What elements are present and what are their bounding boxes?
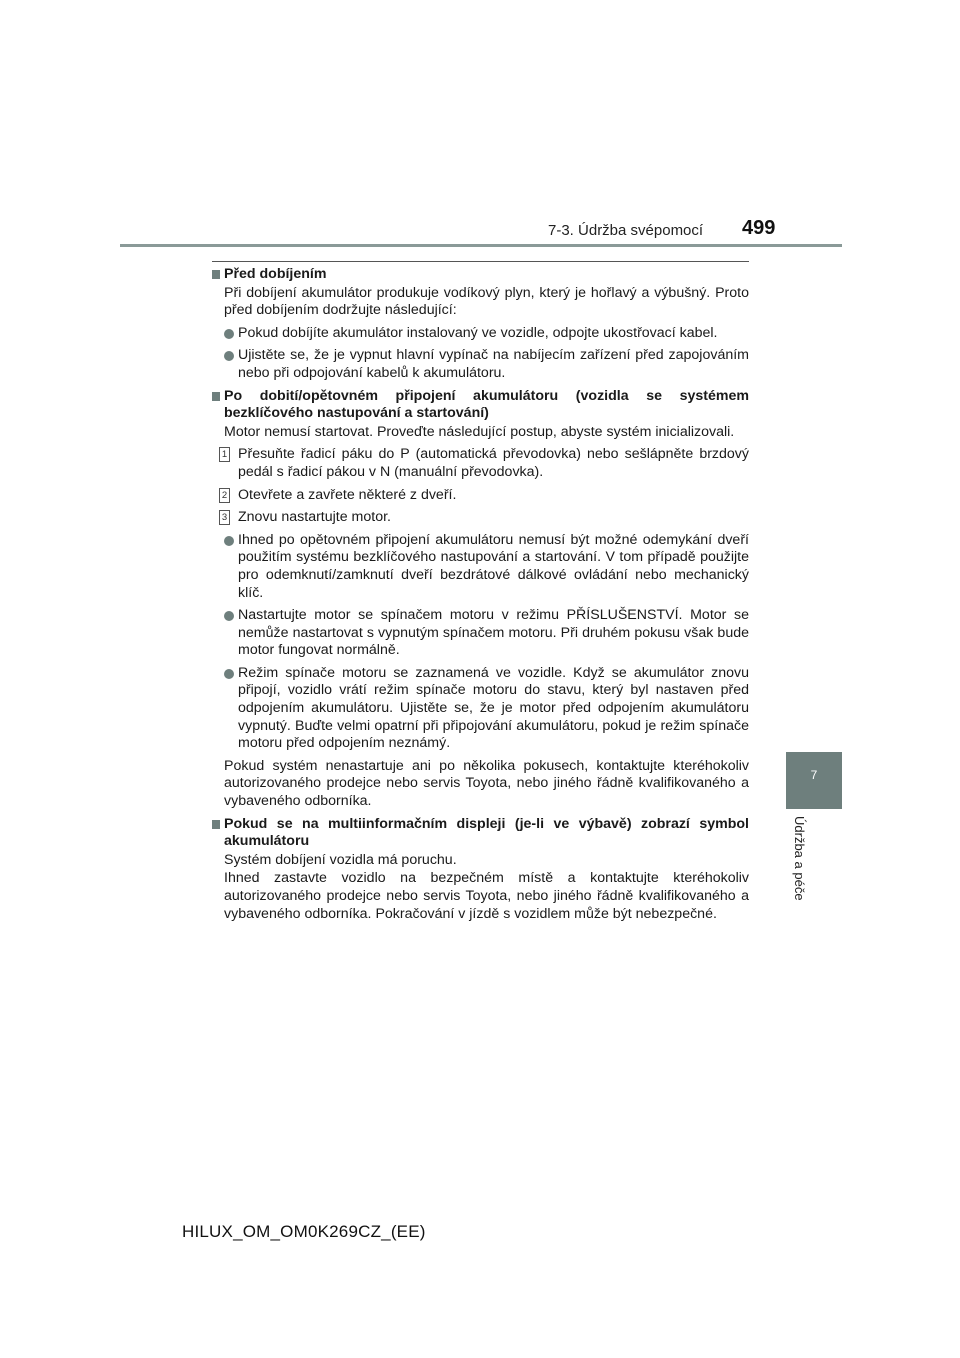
section-line: Systém dobíjení vozidla má poruchu. <box>224 851 457 868</box>
chapter-tab-label: Údržba a péče <box>792 816 807 901</box>
list-item <box>212 665 749 753</box>
page-number: 499 <box>742 217 776 239</box>
bullet-icon <box>224 669 234 679</box>
list-item-text: Ihned po opětovném připojení akumulátoru nemusí být možné odemykání dveří použitím systému bezklíčového nastupování a startování. V tom případě použijte pro odemknutí/zamknutí dveří bezdrátové dálkové ovládání nebo mechanický klíč. <box>238 531 749 601</box>
section-title-after-charging: Po dobití/opětovném připojení akumulátoru (vozidla se systémem bezklíčového nastupování a startování) <box>212 388 749 423</box>
step-item <box>212 446 749 481</box>
bullet-icon <box>224 329 234 339</box>
section-title-before-charging: Před dobíjením <box>212 266 749 284</box>
list-item <box>212 347 749 382</box>
list-item-text: Režim spínače motoru se zaznamená ve vozidle. Když se akumulátor znovu připojí, vozidlo vrátí režim spínače motoru do stavu, který byl nastaven před odpojením akumulátoru. Ujistěte se, že je motor před odpojením akumulátoru vypnutý. Buďte velmi opatrní při připojování akumulátoru, pokud je režim spínače motoru před odpojením neznámý. <box>238 664 749 752</box>
section-line: Ihned zastavte vozidlo na bezpečném místě a kontaktujte kteréhokoliv autorizovaného prodejce nebo servis Toyota, nebo jiného řádně kvalifikovaného a vybaveného odborníka. Pokračování v jízdě s vozidlem může být nebezpečné. <box>224 870 749 922</box>
step-number: 1 <box>219 447 230 462</box>
list-item-text: Ujistěte se, že je vypnut hlavní vypínač na nabíjecím zařízení před zapojováním nebo při odpojování kabelů k akumulátoru. <box>238 347 749 381</box>
list-item <box>212 532 749 602</box>
bullet-icon <box>224 351 234 361</box>
chapter-tab <box>786 752 842 809</box>
step-number: 3 <box>219 510 230 525</box>
page-content <box>212 266 749 923</box>
bullet-icon <box>224 611 234 621</box>
document-code: HILUX_OM_OM0K269CZ_(EE) <box>182 1222 426 1241</box>
header-section-title: 7-3. Údržba svépomocí <box>548 222 704 239</box>
section-intro: Při dobíjení akumulátor produkuje vodíkový plyn, který je hořlavý a výbušný. Proto před dobíjením dodržujte následující: <box>224 284 749 319</box>
step-item <box>212 487 749 505</box>
section-intro: Motor nemusí startovat. Proveďte následující postup, abyste systém inicializovali. <box>224 423 735 440</box>
bullet-icon <box>224 536 234 546</box>
step-text: Otevřete a zavřete některé z dveří. <box>238 486 457 503</box>
list-item-text: Pokud dobíjíte akumulátor instalovaný ve vozidle, odpojte ukostřovací kabel. <box>238 324 718 341</box>
section-outro: Pokud systém nenastartuje ani po několika pokusech, kontaktujte kteréhokoliv autorizovaného prodejce nebo servis Toyota, nebo jiného řádně kvalifikovaného a vybaveného odborníka. <box>224 757 749 810</box>
list-item <box>212 607 749 660</box>
chapter-tab-number: 7 <box>810 768 818 782</box>
step-number: 2 <box>219 488 230 503</box>
step-text: Znovu nastartujte motor. <box>238 509 391 526</box>
header-divider <box>120 244 842 247</box>
content-divider <box>212 261 749 262</box>
step-text: Přesuňte řadicí páku do P (automatická převodovka) nebo sešlápněte brzdový pedál s řadicí pákou v N (manuální převodovka). <box>238 446 749 480</box>
list-item-text: Nastartujte motor se spínačem motoru v režimu PŘÍSLUŠENSTVÍ. Motor se nemůže nastartovat s vypnutým spínačem motoru. Při druhém pokusu však bude motor fungovat normálně. <box>238 607 749 659</box>
list-item <box>212 325 749 343</box>
step-item <box>212 509 749 527</box>
section-title-battery-symbol: Pokud se na multiinformačním displeji (je-li ve výbavě) zobrazí symbol akumulátoru <box>212 816 749 851</box>
